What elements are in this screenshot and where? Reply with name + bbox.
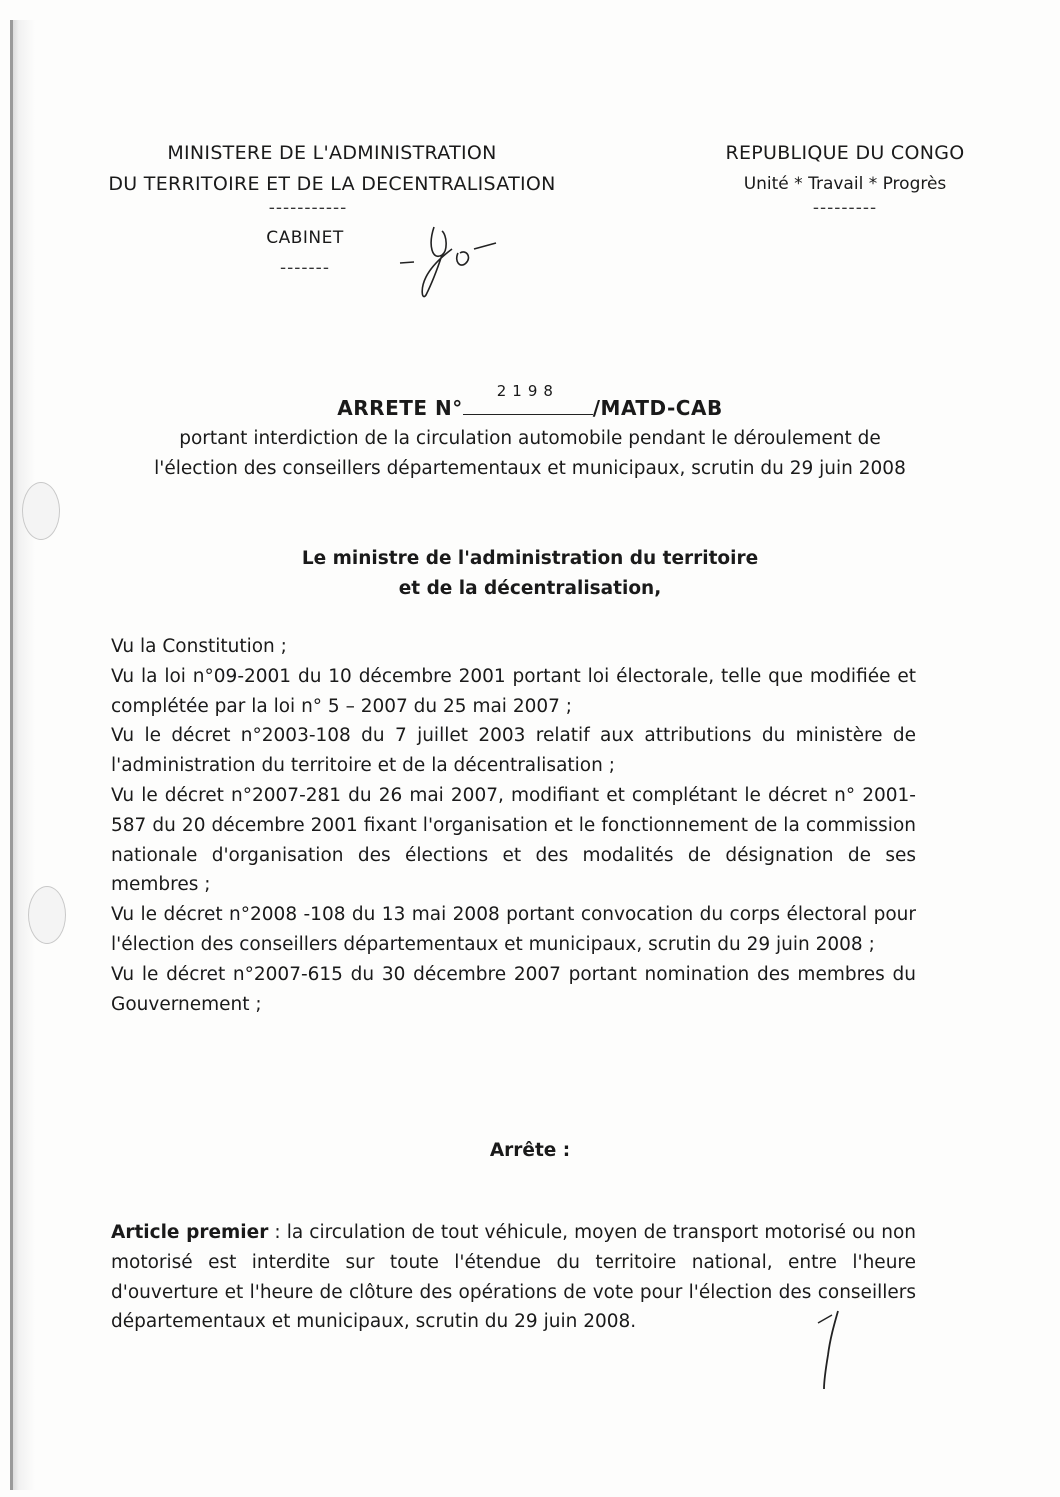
ministry-line-1: MINISTERE DE L'ADMINISTRATION: [167, 142, 497, 164]
decree-subtitle: [100, 424, 960, 484]
consideration-decree-2007-615: Vu le décret n°2007-615 du 30 décembre 2007 portant nomination des membres du Gouvernement ;: [111, 963, 916, 1015]
consideration-constitution: Vu la Constitution ;: [111, 636, 287, 657]
header-right-separator: ---------: [812, 198, 878, 218]
handwritten-initial: [812, 1305, 852, 1395]
decree-number-field: [463, 382, 593, 415]
national-motto: Unité * Travail * Progrès: [743, 174, 947, 194]
article-text: : la circulation de tout véhicule, moyen de transport motorisé ou non motorisé est interdite sur toute l'étendue du territoire national, entre l'heure d'ouverture et l'heure de clôture des opérations de vote pour l'élection des conseillers départementaux et municipaux, scrutin du 29 juin 2008.: [111, 1222, 916, 1333]
header-left-separator-1: -----------: [268, 198, 348, 218]
header-left-separator-2: -------: [280, 258, 330, 278]
decree-label: ARRETE N°: [337, 396, 463, 420]
consideration-decree-2007-281: Vu le décret n°2007-281 du 26 mai 2007, modifiant et complétant le décret n° 2001-587 du 20 décembre 2001 fixant l'organisation et le fonctionnement de la commission nationale d'organisation des élections et des modalités de désignation de ses membres ;: [111, 784, 916, 896]
minister-line-1: Le ministre de l'administration du territoire: [301, 548, 759, 569]
cabinet-label: CABINET: [266, 228, 344, 248]
consideration-decree-2003-108: Vu le décret n°2003-108 du 7 juillet 2003 relatif aux attributions du ministère de l'administration du territoire et de la décentralisation ;: [111, 725, 916, 777]
ministry-line-2: DU TERRITOIRE ET DE LA DECENTRALISATION: [108, 173, 556, 195]
consideration-decree-2008-108: Vu le décret n°2008 -108 du 13 mai 2008 portant convocation du corps électoral pour l'élection des conseillers départementaux et municipaux, scrutin du 29 juin 2008 ;: [111, 904, 916, 955]
header-right: [700, 138, 990, 200]
decree-subtitle-line-2: l'élection des conseillers départementaux et municipaux, scrutin du 29 juin 2008: [154, 458, 906, 479]
header-left: [52, 138, 612, 200]
decree-suffix: /MATD-CAB: [592, 396, 723, 420]
minister-heading: [200, 544, 860, 604]
handwritten-annotation: [392, 205, 512, 305]
punch-hole-top: [22, 482, 60, 540]
considerations: [111, 632, 916, 1019]
article-label: Article premier: [111, 1222, 269, 1243]
arrete-heading: Arrête :: [489, 1140, 571, 1161]
minister-line-2: et de la décentralisation,: [398, 578, 662, 599]
decree-subtitle-line-1: portant interdiction de la circulation automobile pendant le déroulement de: [179, 428, 881, 449]
decree-title: [200, 382, 860, 420]
article-premier: [111, 1218, 916, 1337]
decree-number: 2198: [496, 382, 559, 400]
republic-name: REPUBLIQUE DU CONGO: [725, 142, 965, 164]
binding-edge: [10, 20, 41, 1490]
punch-hole-bottom: [28, 886, 66, 944]
consideration-electoral-law: Vu la loi n°09-2001 du 10 décembre 2001 portant loi électorale, telle que modifiée et complétée par la loi n° 5 – 2007 du 25 mai 2007 ;: [111, 665, 916, 717]
